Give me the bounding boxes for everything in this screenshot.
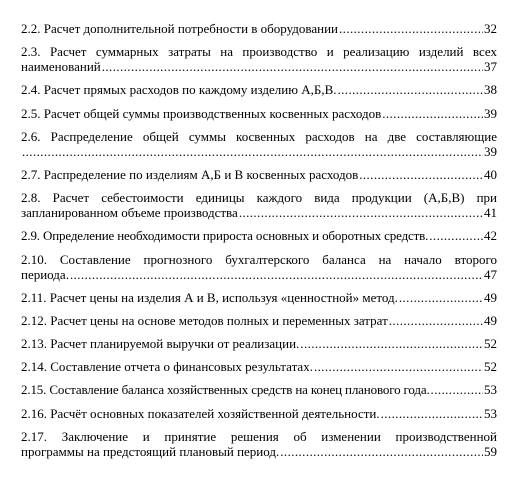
toc-entry-title: 2.16. Расчёт основных показателей хозяйственной деятельности.: [21, 405, 380, 421]
toc-page-number: 40: [484, 166, 497, 182]
toc-page-number: 42: [484, 228, 497, 244]
table-of-contents: [21, 21, 497, 467]
toc-entry-title: 2.4. Расчет прямых расходов по каждому изделию А,Б,В.: [21, 82, 337, 98]
toc-dot-leader: [300, 336, 483, 351]
toc-page-number: 53: [484, 382, 497, 398]
toc-entry-title-continued: программы на предстоящий плановый период.: [21, 443, 280, 459]
toc-page-number: 41: [484, 205, 497, 221]
toc-entry-title: 2.9. Определение необходимости прироста основных и оборотных средств.: [21, 228, 429, 244]
toc-dot-leader: [239, 205, 483, 220]
toc-entry-2-6: [21, 129, 497, 159]
toc-dot-leader: [22, 144, 483, 159]
toc-entry-2-14: [21, 359, 497, 374]
toc-entry-title: 2.15. Составление баланса хозяйственных средств на конец планового года.: [21, 382, 430, 398]
toc-dot-leader: [102, 59, 483, 74]
toc-entry-title: 2.17. Заключение и принятие решения об изменении производственной: [21, 428, 497, 444]
toc-dot-leader: [338, 82, 484, 97]
toc-entry-title: 2.10. Составление прогнозного бухгалтерского баланса на начало второго: [21, 251, 497, 267]
toc-entry-2-12: [21, 313, 497, 328]
toc-page-number: 47: [484, 266, 497, 282]
toc-entry-title: 2.7. Распределение по изделиям А,Б и В косвенных расходов: [21, 166, 359, 182]
toc-dot-leader: [431, 382, 483, 397]
toc-entry-title-continued: запланированном объеме производства: [21, 205, 238, 221]
toc-entry-title-continued: периода.: [21, 266, 69, 282]
toc-page-number: 52: [484, 359, 497, 375]
toc-entry-2-11: [21, 290, 497, 305]
toc-entry-2-5: [21, 106, 497, 121]
toc-page-number: 53: [484, 405, 497, 421]
toc-page-number: 49: [484, 312, 497, 328]
toc-entry-2-9: [21, 228, 497, 243]
toc-page-number: 32: [484, 21, 497, 36]
toc-entry-title-continued: наименований: [21, 59, 101, 75]
toc-entry-2-10: [21, 252, 497, 282]
toc-entry-title: 2.5. Расчет общей суммы производственных косвенных расходов: [21, 105, 382, 121]
toc-page-number: 49: [484, 289, 497, 305]
toc-dot-leader: [399, 290, 483, 305]
toc-entry-2-16: [21, 406, 497, 421]
toc-dot-leader: [339, 21, 483, 36]
toc-entry-2-4: [21, 82, 497, 97]
toc-entry-title: 2.14. Составление отчета о финансовых результатах.: [21, 359, 313, 375]
toc-page-number: 39: [484, 105, 497, 121]
toc-entry-2-3: [21, 44, 497, 74]
toc-entry-2-8: [21, 190, 497, 220]
toc-dot-leader: [381, 406, 483, 421]
toc-page-number: 38: [484, 82, 497, 98]
toc-entry-2-15: [21, 382, 497, 397]
toc-page-number: 59: [484, 443, 497, 459]
toc-entry-title: 2.6. Распределение общей суммы косвенных расходов на две составляющие: [21, 128, 497, 144]
toc-entry-title: 2.3. Расчет суммарных затраты на производство и реализацию изделий всех: [21, 44, 497, 60]
toc-dot-leader: [70, 267, 483, 282]
toc-page-number: 39: [484, 143, 497, 159]
toc-entry-title: 2.11. Расчет цены на изделия А и В, используя «ценностной» метод.: [21, 289, 398, 305]
toc-entry-title: 2.12. Расчет цены на основе методов полных и переменных затрат: [21, 312, 388, 328]
toc-entry-2-13: [21, 336, 497, 351]
toc-page-number: 52: [484, 336, 497, 352]
toc-dot-leader: [429, 228, 483, 243]
toc-entry-title: 2.8. Расчет себестоимости единицы каждого вида продукции (А,Б,В) при: [21, 190, 497, 206]
toc-entry-title: 2.13. Расчет планируемой выручки от реализации.: [21, 336, 300, 352]
toc-dot-leader: [314, 359, 483, 374]
toc-entry-2-17: [21, 429, 497, 459]
toc-entry-2-7: [21, 167, 497, 182]
toc-entry-2-2: [21, 21, 497, 36]
toc-dot-leader: [280, 444, 483, 459]
toc-dot-leader: [389, 313, 483, 328]
toc-entry-title: 2.2. Расчет дополнительной потребности в оборудовании: [21, 21, 339, 36]
toc-dot-leader: [382, 106, 483, 121]
toc-page-number: 37: [484, 59, 497, 75]
toc-dot-leader: [359, 167, 483, 182]
